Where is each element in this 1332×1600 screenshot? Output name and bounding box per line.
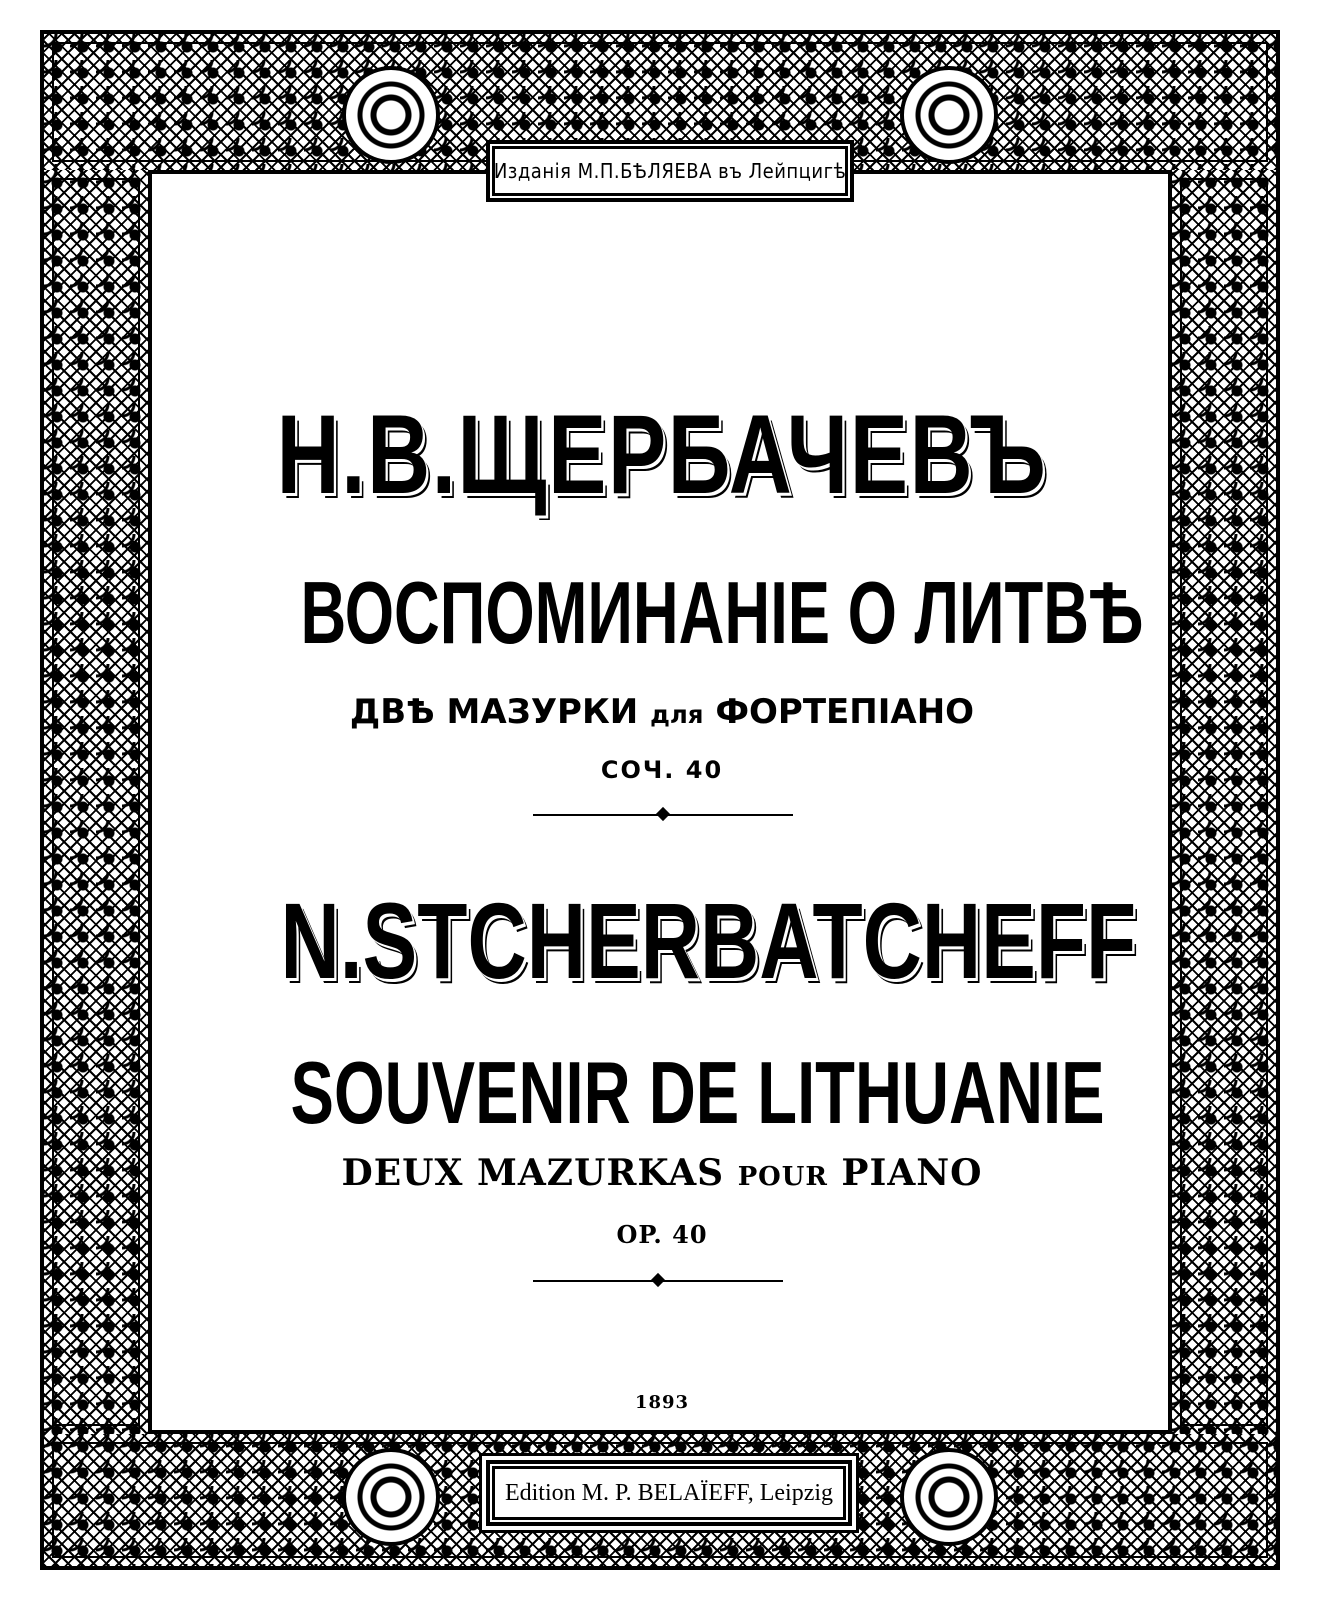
divider-rule: [533, 814, 793, 816]
work-subtitle-french: [160, 1152, 1164, 1194]
author-name-latin: N.STCHERBATCHEFF: [280, 880, 1137, 1001]
ornament-border-left: [44, 170, 152, 1434]
author-name-russian: Н.В.ЩЕРБАЧЕВЪ: [276, 392, 1048, 517]
rosette-ornament-icon: [900, 1448, 998, 1546]
title-page-content: [160, 200, 1164, 1426]
subtitle-french-part-a: DEUX MAZURKAS: [341, 1152, 725, 1194]
subtitle-french-part-c: PIANO: [841, 1152, 983, 1194]
subtitle-french-part-b: POUR: [737, 1162, 828, 1192]
rosette-ornament-icon: [342, 1448, 440, 1546]
ornament-border-right: [1168, 170, 1276, 1434]
publisher-plaque-top: Изданія М.П.БѢЛЯЕВА въ Лейпцигѣ: [492, 146, 848, 196]
subtitle-russian-part-a: ДВѢ МАЗУРКИ: [349, 692, 639, 732]
publisher-plaque-bottom: Edition M. P. BELAÏEFF, Leipzig: [492, 1466, 846, 1520]
subtitle-russian-part-c: ФОРТЕПІАНО: [715, 692, 975, 732]
work-title-french: SOUVENIR DE LITHUANIE: [290, 1043, 1105, 1142]
rosette-ornament-icon: [900, 66, 998, 164]
work-subtitle-russian: [160, 692, 1164, 732]
opus-number-russian: СОЧ. 40: [600, 756, 724, 784]
work-title-russian: ВОСПОМИНАНІЕ О ЛИТВѢ: [300, 563, 1145, 662]
opus-number-french: OP. 40: [616, 1220, 708, 1249]
subtitle-russian-part-b: для: [650, 700, 704, 729]
rosette-ornament-icon: [342, 66, 440, 164]
divider-rule: [533, 1280, 783, 1282]
publication-year: 1893: [634, 1392, 690, 1413]
